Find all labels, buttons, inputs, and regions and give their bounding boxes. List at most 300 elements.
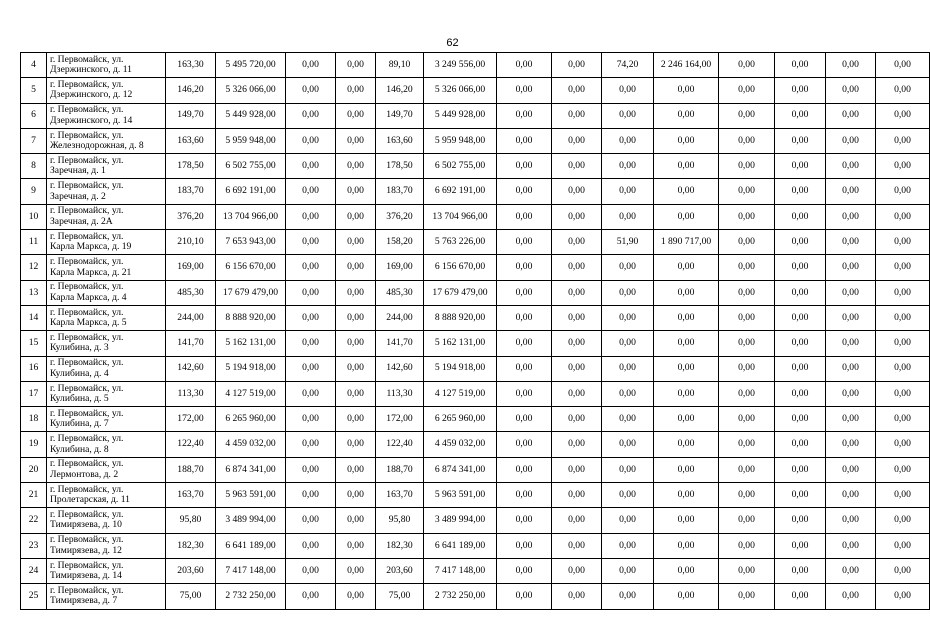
row-number-cell: 21 <box>21 483 47 508</box>
value-cell: 0,00 <box>497 584 552 609</box>
value-cell: 0,00 <box>876 280 930 305</box>
value-cell: 142,60 <box>376 356 424 381</box>
value-cell: 0,00 <box>286 53 336 78</box>
table-row <box>21 331 930 356</box>
row-number-cell: 23 <box>21 533 47 558</box>
value-cell: 89,10 <box>376 53 424 78</box>
value-cell: 75,00 <box>376 584 424 609</box>
table-row <box>21 533 930 558</box>
value-cell: 5 959 948,00 <box>216 128 286 153</box>
table-row <box>21 381 930 406</box>
address-line-city: г. Первомайск, ул. <box>50 180 124 192</box>
value-cell: 0,00 <box>336 255 376 280</box>
address-line-city: г. Первомайск, ул. <box>50 104 124 116</box>
address-line-street: Тимирязева, д. 14 <box>50 570 122 582</box>
address-line-city: г. Первомайск, ул. <box>50 357 124 369</box>
value-cell: 74,20 <box>602 53 654 78</box>
value-cell: 0,00 <box>552 255 602 280</box>
table-row <box>21 407 930 432</box>
value-cell: 0,00 <box>336 179 376 204</box>
value-cell: 0,00 <box>602 356 654 381</box>
address-line-city: г. Первомайск, ул. <box>50 483 124 495</box>
value-cell: 0,00 <box>336 483 376 508</box>
page-number: 62 <box>446 37 459 49</box>
row-number-cell: 18 <box>21 407 47 432</box>
value-cell: 0,00 <box>552 483 602 508</box>
value-cell: 0,00 <box>775 356 826 381</box>
value-cell: 178,50 <box>166 154 216 179</box>
value-cell: 169,00 <box>376 255 424 280</box>
value-cell: 113,30 <box>166 381 216 406</box>
value-cell: 0,00 <box>286 103 336 128</box>
address-cell <box>47 331 166 356</box>
address-line-street: Заречная, д. 2А <box>50 215 113 227</box>
row-number-cell: 20 <box>21 457 47 482</box>
value-cell: 0,00 <box>826 255 876 280</box>
value-cell: 0,00 <box>876 381 930 406</box>
value-cell: 0,00 <box>719 204 775 229</box>
table-row <box>21 432 930 457</box>
value-cell: 0,00 <box>602 584 654 609</box>
value-cell: 122,40 <box>166 432 216 457</box>
address-line-street: Кулибина, д. 8 <box>50 443 109 455</box>
value-cell: 141,70 <box>166 331 216 356</box>
value-cell: 0,00 <box>775 230 826 255</box>
address-cell <box>47 78 166 103</box>
value-cell: 0,00 <box>497 154 552 179</box>
value-cell: 6 874 341,00 <box>216 457 286 482</box>
value-cell: 0,00 <box>654 558 719 583</box>
address-line-street: Дзержинского, д. 12 <box>50 89 133 101</box>
value-cell: 0,00 <box>552 78 602 103</box>
value-cell: 0,00 <box>336 103 376 128</box>
value-cell: 75,00 <box>166 584 216 609</box>
address-line-city: г. Первомайск, ул. <box>50 331 124 343</box>
value-cell: 95,80 <box>376 508 424 533</box>
value-cell: 0,00 <box>336 230 376 255</box>
value-cell: 0,00 <box>497 356 552 381</box>
value-cell: 0,00 <box>775 381 826 406</box>
row-number-cell: 22 <box>21 508 47 533</box>
value-cell: 0,00 <box>876 78 930 103</box>
value-cell: 5 963 591,00 <box>216 483 286 508</box>
value-cell: 5 963 591,00 <box>424 483 497 508</box>
table-row <box>21 280 930 305</box>
table-row <box>21 356 930 381</box>
value-cell: 0,00 <box>654 457 719 482</box>
value-cell: 0,00 <box>552 356 602 381</box>
table-row <box>21 558 930 583</box>
value-cell: 6 692 191,00 <box>216 179 286 204</box>
table-row <box>21 204 930 229</box>
value-cell: 0,00 <box>876 483 930 508</box>
value-cell: 188,70 <box>376 457 424 482</box>
value-cell: 5 449 928,00 <box>216 103 286 128</box>
address-cell <box>47 508 166 533</box>
value-cell: 146,20 <box>166 78 216 103</box>
value-cell: 51,90 <box>602 230 654 255</box>
value-cell: 163,70 <box>166 483 216 508</box>
address-line-city: г. Первомайск, ул. <box>50 129 124 141</box>
address-cell <box>47 230 166 255</box>
value-cell: 0,00 <box>602 204 654 229</box>
value-cell: 0,00 <box>497 457 552 482</box>
value-cell: 0,00 <box>286 457 336 482</box>
value-cell: 7 417 148,00 <box>216 558 286 583</box>
row-number-cell: 4 <box>21 53 47 78</box>
value-cell: 1 890 717,00 <box>654 230 719 255</box>
row-number-cell: 6 <box>21 103 47 128</box>
value-cell: 8 888 920,00 <box>424 305 497 330</box>
value-cell: 0,00 <box>497 331 552 356</box>
address-line-city: г. Первомайск, ул. <box>50 508 124 520</box>
value-cell: 0,00 <box>876 407 930 432</box>
address-line-city: г. Первомайск, ул. <box>50 407 124 419</box>
value-cell: 0,00 <box>719 128 775 153</box>
value-cell: 0,00 <box>876 255 930 280</box>
address-line-city: г. Первомайск, ул. <box>50 256 124 268</box>
value-cell: 0,00 <box>826 230 876 255</box>
value-cell: 0,00 <box>775 53 826 78</box>
value-cell: 4 127 519,00 <box>424 381 497 406</box>
table-row <box>21 128 930 153</box>
value-cell: 376,20 <box>166 204 216 229</box>
address-line-city: г. Первомайск, ул. <box>50 433 124 445</box>
value-cell: 0,00 <box>497 103 552 128</box>
address-line-street: Карла Маркса, д. 19 <box>50 241 132 253</box>
value-cell: 13 704 966,00 <box>216 204 286 229</box>
value-cell: 0,00 <box>497 280 552 305</box>
value-cell: 0,00 <box>876 103 930 128</box>
value-cell: 7 417 148,00 <box>424 558 497 583</box>
value-cell: 0,00 <box>336 280 376 305</box>
table-row <box>21 483 930 508</box>
value-cell: 0,00 <box>775 457 826 482</box>
value-cell: 0,00 <box>719 381 775 406</box>
table-row <box>21 154 930 179</box>
address-line-street: Заречная, д. 2 <box>50 190 106 202</box>
address-cell <box>47 558 166 583</box>
value-cell: 0,00 <box>286 128 336 153</box>
value-cell: 0,00 <box>497 432 552 457</box>
value-cell: 0,00 <box>336 78 376 103</box>
value-cell: 0,00 <box>876 558 930 583</box>
address-line-city: г. Первомайск, ул. <box>50 584 124 596</box>
value-cell: 6 641 189,00 <box>424 533 497 558</box>
address-line-street: Кулибина, д. 5 <box>50 393 109 404</box>
value-cell: 0,00 <box>497 230 552 255</box>
value-cell: 0,00 <box>602 128 654 153</box>
value-cell: 0,00 <box>602 331 654 356</box>
table-row <box>21 230 930 255</box>
value-cell: 0,00 <box>826 305 876 330</box>
value-cell: 0,00 <box>775 508 826 533</box>
value-cell: 0,00 <box>552 584 602 609</box>
value-cell: 0,00 <box>775 558 826 583</box>
table-row <box>21 255 930 280</box>
value-cell: 0,00 <box>286 483 336 508</box>
value-cell: 0,00 <box>286 78 336 103</box>
value-cell: 0,00 <box>336 533 376 558</box>
address-line-city: г. Первомайск, ул. <box>50 559 124 571</box>
value-cell: 0,00 <box>775 584 826 609</box>
value-cell: 4 459 032,00 <box>424 432 497 457</box>
value-cell: 183,70 <box>376 179 424 204</box>
address-line-street: Дзержинского, д. 11 <box>50 64 132 76</box>
value-cell: 0,00 <box>719 533 775 558</box>
value-cell: 5 162 131,00 <box>216 331 286 356</box>
value-cell: 0,00 <box>336 457 376 482</box>
value-cell: 0,00 <box>286 432 336 457</box>
value-cell: 0,00 <box>286 533 336 558</box>
value-cell: 0,00 <box>602 179 654 204</box>
address-cell <box>47 53 166 78</box>
row-number-cell: 17 <box>21 381 47 406</box>
value-cell: 0,00 <box>602 255 654 280</box>
value-cell: 149,70 <box>166 103 216 128</box>
value-cell: 0,00 <box>552 457 602 482</box>
address-line-city: г. Первомайск, ул. <box>50 230 124 242</box>
value-cell: 0,00 <box>876 154 930 179</box>
value-cell: 0,00 <box>602 457 654 482</box>
value-cell: 5 194 918,00 <box>424 356 497 381</box>
row-number-cell: 5 <box>21 78 47 103</box>
value-cell: 0,00 <box>775 78 826 103</box>
row-number-cell: 8 <box>21 154 47 179</box>
value-cell: 0,00 <box>654 483 719 508</box>
value-cell: 0,00 <box>552 280 602 305</box>
address-line-city: г. Первомайск, ул. <box>50 154 124 166</box>
value-cell: 0,00 <box>719 280 775 305</box>
value-cell: 376,20 <box>376 204 424 229</box>
value-cell: 0,00 <box>876 53 930 78</box>
value-cell: 0,00 <box>876 179 930 204</box>
value-cell: 0,00 <box>286 305 336 330</box>
value-cell: 0,00 <box>286 356 336 381</box>
value-cell: 182,30 <box>166 533 216 558</box>
value-cell: 0,00 <box>286 508 336 533</box>
value-cell: 0,00 <box>719 230 775 255</box>
value-cell: 6 641 189,00 <box>216 533 286 558</box>
value-cell: 0,00 <box>719 432 775 457</box>
value-cell: 0,00 <box>654 331 719 356</box>
value-cell: 0,00 <box>497 407 552 432</box>
value-cell: 0,00 <box>775 432 826 457</box>
value-cell: 0,00 <box>286 154 336 179</box>
value-cell: 0,00 <box>602 381 654 406</box>
address-cell <box>47 356 166 381</box>
table-row <box>21 179 930 204</box>
value-cell: 0,00 <box>552 230 602 255</box>
address-cell <box>47 154 166 179</box>
value-cell: 0,00 <box>826 356 876 381</box>
value-cell: 0,00 <box>552 331 602 356</box>
value-cell: 0,00 <box>286 381 336 406</box>
value-cell: 3 489 994,00 <box>424 508 497 533</box>
value-cell: 0,00 <box>719 179 775 204</box>
address-cell <box>47 280 166 305</box>
value-cell: 0,00 <box>552 128 602 153</box>
value-cell: 0,00 <box>826 128 876 153</box>
value-cell: 0,00 <box>826 407 876 432</box>
value-cell: 0,00 <box>719 483 775 508</box>
address-line-street: Тимирязева, д. 10 <box>50 519 122 531</box>
row-number-cell: 24 <box>21 558 47 583</box>
address-line-street: Дзержинского, д. 14 <box>50 114 133 126</box>
value-cell: 0,00 <box>497 558 552 583</box>
value-cell: 0,00 <box>826 154 876 179</box>
value-cell: 0,00 <box>552 204 602 229</box>
value-cell: 0,00 <box>826 381 876 406</box>
value-cell: 95,80 <box>166 508 216 533</box>
value-cell: 0,00 <box>552 558 602 583</box>
value-cell: 0,00 <box>497 204 552 229</box>
value-cell: 0,00 <box>826 483 876 508</box>
value-cell: 0,00 <box>602 558 654 583</box>
value-cell: 0,00 <box>826 558 876 583</box>
value-cell: 0,00 <box>602 305 654 330</box>
address-cell <box>47 204 166 229</box>
value-cell: 203,60 <box>376 558 424 583</box>
value-cell: 0,00 <box>719 407 775 432</box>
value-cell: 142,60 <box>166 356 216 381</box>
value-cell: 0,00 <box>876 305 930 330</box>
value-cell: 5 449 928,00 <box>424 103 497 128</box>
row-number-cell: 14 <box>21 305 47 330</box>
value-cell: 8 888 920,00 <box>216 305 286 330</box>
row-number-cell: 13 <box>21 280 47 305</box>
address-cell <box>47 457 166 482</box>
value-cell: 0,00 <box>826 584 876 609</box>
value-cell: 0,00 <box>336 204 376 229</box>
value-cell: 0,00 <box>654 508 719 533</box>
value-cell: 0,00 <box>336 584 376 609</box>
table-row <box>21 53 930 78</box>
address-line-city: г. Первомайск, ул. <box>50 78 124 90</box>
value-cell: 0,00 <box>552 432 602 457</box>
address-cell <box>47 103 166 128</box>
value-cell: 0,00 <box>286 584 336 609</box>
value-cell: 0,00 <box>876 230 930 255</box>
value-cell: 210,10 <box>166 230 216 255</box>
value-cell: 0,00 <box>602 280 654 305</box>
value-cell: 0,00 <box>719 584 775 609</box>
value-cell: 0,00 <box>286 179 336 204</box>
value-cell: 113,30 <box>376 381 424 406</box>
value-cell: 17 679 479,00 <box>424 280 497 305</box>
value-cell: 0,00 <box>336 508 376 533</box>
value-cell: 0,00 <box>654 407 719 432</box>
value-cell: 172,00 <box>166 407 216 432</box>
value-cell: 17 679 479,00 <box>216 280 286 305</box>
value-cell: 0,00 <box>775 204 826 229</box>
value-cell: 6 265 960,00 <box>216 407 286 432</box>
value-cell: 485,30 <box>376 280 424 305</box>
value-cell: 7 653 943,00 <box>216 230 286 255</box>
value-cell: 0,00 <box>654 356 719 381</box>
row-number-cell: 16 <box>21 356 47 381</box>
value-cell: 0,00 <box>497 53 552 78</box>
value-cell: 0,00 <box>336 53 376 78</box>
value-cell: 6 156 670,00 <box>424 255 497 280</box>
value-cell: 0,00 <box>654 533 719 558</box>
value-cell: 0,00 <box>719 53 775 78</box>
value-cell: 0,00 <box>552 179 602 204</box>
value-cell: 0,00 <box>654 128 719 153</box>
value-cell: 5 162 131,00 <box>424 331 497 356</box>
value-cell: 6 156 670,00 <box>216 255 286 280</box>
value-cell: 0,00 <box>654 78 719 103</box>
value-cell: 0,00 <box>602 78 654 103</box>
value-cell: 188,70 <box>166 457 216 482</box>
value-cell: 0,00 <box>654 179 719 204</box>
row-number-cell: 10 <box>21 204 47 229</box>
value-cell: 0,00 <box>826 179 876 204</box>
value-cell: 0,00 <box>876 204 930 229</box>
value-cell: 6 692 191,00 <box>424 179 497 204</box>
value-cell: 5 194 918,00 <box>216 356 286 381</box>
row-number-cell: 12 <box>21 255 47 280</box>
table-row <box>21 78 930 103</box>
address-line-street: Пролетарская, д. 11 <box>50 494 130 506</box>
value-cell: 0,00 <box>826 280 876 305</box>
value-cell: 0,00 <box>497 508 552 533</box>
value-cell: 0,00 <box>775 483 826 508</box>
value-cell: 0,00 <box>497 381 552 406</box>
value-cell: 0,00 <box>654 305 719 330</box>
address-cell <box>47 533 166 558</box>
value-cell: 0,00 <box>876 584 930 609</box>
value-cell: 163,70 <box>376 483 424 508</box>
value-cell: 0,00 <box>719 255 775 280</box>
value-cell: 0,00 <box>336 356 376 381</box>
value-cell: 0,00 <box>552 154 602 179</box>
value-cell: 0,00 <box>654 432 719 457</box>
address-line-city: г. Первомайск, ул. <box>50 306 124 318</box>
value-cell: 0,00 <box>497 533 552 558</box>
value-cell: 0,00 <box>654 381 719 406</box>
value-cell: 0,00 <box>826 204 876 229</box>
row-number-cell: 19 <box>21 432 47 457</box>
value-cell: 0,00 <box>336 154 376 179</box>
value-cell: 0,00 <box>497 128 552 153</box>
address-cell <box>47 305 166 330</box>
value-cell: 0,00 <box>775 331 826 356</box>
table-body <box>21 53 930 610</box>
value-cell: 178,50 <box>376 154 424 179</box>
value-cell: 0,00 <box>286 230 336 255</box>
value-cell: 0,00 <box>719 78 775 103</box>
value-cell: 0,00 <box>826 432 876 457</box>
address-line-street: Карла Маркса, д. 21 <box>50 266 132 278</box>
value-cell: 0,00 <box>552 53 602 78</box>
value-cell: 0,00 <box>602 432 654 457</box>
address-cell <box>47 584 166 609</box>
value-cell: 163,60 <box>166 128 216 153</box>
row-number-cell: 15 <box>21 331 47 356</box>
address-line-street: Карла Маркса, д. 4 <box>50 291 127 303</box>
address-cell <box>47 432 166 457</box>
value-cell: 0,00 <box>286 331 336 356</box>
address-cell <box>47 483 166 508</box>
value-cell: 5 959 948,00 <box>424 128 497 153</box>
value-cell: 0,00 <box>876 356 930 381</box>
value-cell: 0,00 <box>552 508 602 533</box>
value-cell: 0,00 <box>497 179 552 204</box>
row-number-cell: 7 <box>21 128 47 153</box>
table-row <box>21 103 930 128</box>
value-cell: 0,00 <box>602 533 654 558</box>
